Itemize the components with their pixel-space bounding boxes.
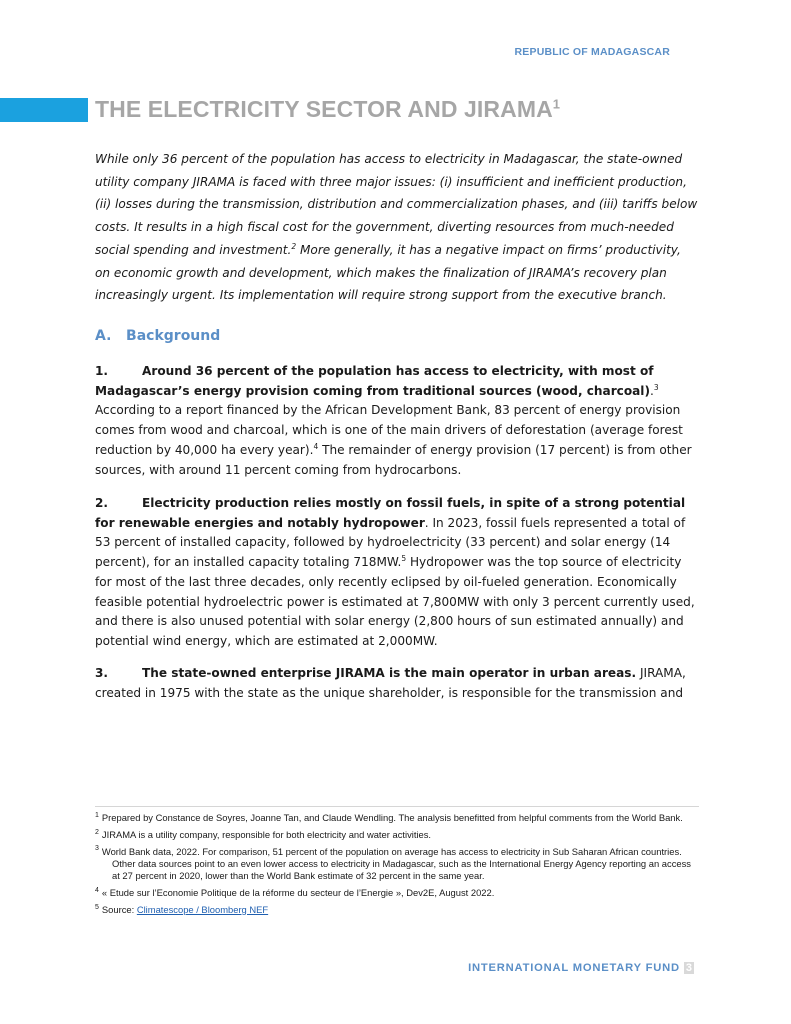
intro-text: While only 36 percent of the population has access to electricity in Madagascar, the state-owned utility company JIRAMA is faced with three major issues: (i) insufficient and inefficient production, (ii) losses during the transmission, distribution and commercialization phases, and (iii) tariffs below costs. It results in a high fiscal cost for the government, diverting resources from much-needed social spending and investment. — [95, 152, 698, 257]
footnote-number: 1 — [95, 811, 99, 819]
footnote-text: JIRAMA is a utility company, responsible for both electricity and water activities. — [101, 828, 432, 840]
footnote-number: 4 — [95, 886, 99, 894]
footnote-text: « Etude sur l’Economie Politique de la réforme du secteur de l’Energie », Dev2E, August 2022. — [101, 886, 495, 898]
footer-organization: INTERNATIONAL MONETARY FUND — [468, 962, 680, 974]
footnote-number: 2 — [95, 828, 99, 836]
footnote-1 — [95, 812, 699, 824]
page-title-text: THE ELECTRICITY SECTOR AND JIRAMA — [95, 96, 553, 122]
footnote-5 — [95, 904, 699, 916]
footnote-ref[interactable]: 2 — [291, 241, 297, 251]
intro-summary — [95, 148, 699, 307]
footnote-ref[interactable]: 1 — [552, 96, 561, 112]
footnote-number: 5 — [95, 903, 99, 911]
paragraph-text: JIRAMA, created in 1975 with the state as the unique shareholder, is responsible for the transmission and — [95, 666, 686, 700]
page-title — [95, 96, 560, 123]
paragraph-3 — [95, 664, 699, 703]
title-accent-bar — [0, 98, 88, 122]
paragraph-text: . — [649, 383, 654, 398]
paragraph-text: . In 2023, fossil fuels represented a total of 53 percent of installed capacity, followed by hydroelectricity (33 percent) and solar energy (14 percent), for an installed capacity totaling 718MW. — [95, 515, 686, 570]
footnote-2 — [95, 829, 699, 841]
footnote-text: World Bank data, 2022. For comparison, 51 percent of the population on average has access to electricity in Sub Saharan African countries. Other data sources point to an even lower access to electricity in Madagascar, such as the International Energy Agency reporting an access at 27 percent in 2020, lower than the World Bank estimate of 32 percent in the same year. — [101, 845, 691, 882]
page-footer — [468, 962, 694, 974]
paragraph-number: 3. — [95, 666, 109, 680]
paragraph-lead: The state-owned enterprise JIRAMA is the main operator in urban areas. — [142, 666, 637, 680]
footnote-number: 3 — [95, 845, 99, 853]
page-number: 3 — [685, 962, 692, 974]
footnote-ref[interactable]: 4 — [313, 441, 319, 451]
footnote-3 — [95, 846, 699, 883]
footnote-4 — [95, 887, 699, 899]
paragraph-lead: Around 36 percent of the population has access to electricity, with most of Madagascar’s energy provision coming from traditional sources (wood, charcoal) — [95, 364, 654, 398]
intro-text: More generally, it has a negative impact on firms’ productivity, on economic growth and development, which makes the finalization of JIRAMA’s recovery plan increasingly urgent. Its implementation will require strong support from the executive branch. — [95, 242, 681, 303]
paragraph-number: 1. — [95, 364, 109, 378]
section-heading-background: A. Background — [95, 328, 221, 344]
footnote-divider — [95, 806, 699, 807]
footnote-text: Source: — [101, 903, 137, 915]
footnote-ref[interactable]: 3 — [653, 382, 659, 392]
running-header: REPUBLIC OF MADAGASCAR — [514, 46, 670, 58]
paragraph-number: 2. — [95, 496, 109, 510]
footnotes — [95, 812, 699, 921]
footnote-ref[interactable]: 5 — [401, 554, 407, 564]
paragraph-2 — [95, 494, 699, 652]
paragraph-text: According to a report financed by the African Development Bank, 83 percent of energy provision comes from wood and charcoal, which is one of the main drivers of deforestation (average forest reduction by 40,000 ha every year). — [95, 403, 683, 457]
paragraph-lead: Electricity production relies mostly on fossil fuels, in spite of a strong potential for renewable energies and notably hydropower — [95, 496, 686, 530]
paragraph-text: Hydropower was the top source of electricity for most of the last three decades, only recently eclipsed by oil-fueled generation. Economically feasible potential hydroelectric power is estimated at 7,800MW with only 3 percent currently used, and there is also unused potential with solar energy (2,800 hours of sun estimated annually) and potential wind energy, which are estimated at 2,000MW. — [95, 555, 695, 648]
footnote-text: Prepared by Constance de Soyres, Joanne Tan, and Claude Wendling. The analysis benefitted from helpful comments from the World Bank. — [101, 812, 683, 823]
paragraph-1 — [95, 362, 699, 480]
paragraph-text: The remainder of energy provision (17 percent) is from other sources, with around 11 percent coming from hydrocarbons. — [95, 442, 692, 477]
source-link[interactable]: Climatescope / Bloomberg NEF — [136, 903, 269, 915]
